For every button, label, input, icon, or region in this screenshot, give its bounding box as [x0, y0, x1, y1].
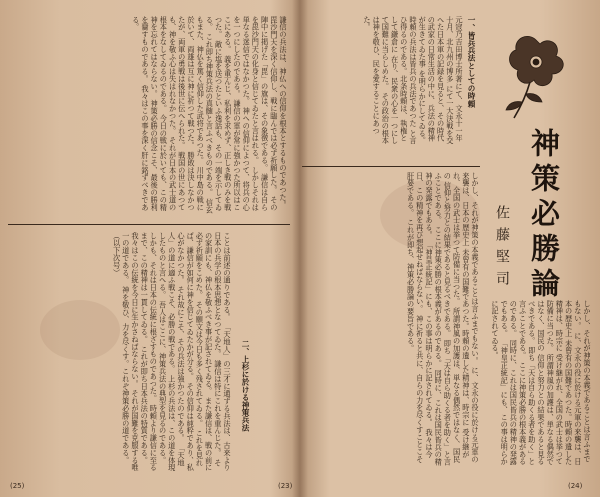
text-column: 謙信の兵法は、神仏への信仰を根本とするものであつた。: [279, 16, 288, 209]
text-column: しかも、それは日本の伝統に根ざすものであつた。: [149, 232, 159, 403]
text-column: に、文永の役に於ける元軍の来襲は、日本の歴史上: [564, 300, 583, 466]
article-author: 佐藤堅司: [494, 205, 510, 293]
text-column: 神を敬ひ、力を尽くす。これぞ神策必勝の道である。: [121, 286, 131, 464]
text-column: 今日の戦に於いても、この精神を忘れてはならない。: [150, 16, 169, 211]
text-column: 「神皇正統記」にも、この事は明らかに記されてゐる。: [490, 300, 510, 466]
text-column: それが日本の武士道の根本をなしてゐるのである。: [159, 16, 178, 211]
page-number-middle: (23): [278, 482, 293, 490]
text-column: また謙信は、戦の前に必ず祈願をこめた。: [195, 232, 214, 472]
text-column: 受け継がれ、全国の武士は挙つて防備に当つた。: [452, 172, 471, 459]
flower-ornament-icon: [500, 30, 572, 122]
text-column: 未曾有の国難であつた。時頼の遺した精神は、時宗に: [461, 248, 471, 427]
text-column: 我々は今日、この精神を再び想起せねばならない。: [415, 172, 434, 459]
text-column: 神策必勝の信念こそ、最後の勝利を齎すものである。: [140, 16, 160, 211]
book-gutter: [292, 0, 308, 497]
text-column: 受け継がれ、全国の武士は挙つて防備に当つた。: [546, 300, 565, 466]
text-column: ここに神策必勝の根本義があるのである。: [434, 226, 444, 367]
section-rule: [8, 224, 290, 225]
page-number-right: (24): [568, 482, 583, 490]
article-title: 神策必勝論: [527, 128, 561, 303]
text-column: 毘沙門天を深く信仰し、戦に臨んでは必ず祈願した。: [269, 16, 279, 194]
text-column: 在り、民衆の心を一つにして国難に当らしめた。: [381, 16, 400, 145]
text-column: その政治の根本は神を敬ひ、民を愛することにあつた。: [362, 16, 391, 145]
text-column: 謙信は自らを毘沙門天の化身と信じてゐたと言はれる。: [251, 16, 270, 211]
text-column: 義を重んじ、私利を求めず、正しき戦のみを戦つた。: [214, 16, 233, 211]
text-column: 即ち「天は自ら助くる者を助く」と言ふことである。: [434, 172, 453, 466]
text-column: 「天地人」の道に適ふ戦こそ、必勝の戦である。: [167, 232, 186, 467]
text-column: その陣中に掲げた「毘」の旗は、その象徴である。: [260, 16, 279, 211]
text-column: 信仰と努力との結果であると見るべきである。: [443, 181, 453, 338]
text-column: その信仰は純粋であり、私心がなかつた。: [176, 232, 196, 472]
text-column: 戦国の世にあつても、神を敬ふ心は失はれなかつた。: [168, 16, 187, 211]
text-column: ことは前述の通りである。: [223, 232, 232, 321]
text-column: 敵に塩を送つたといふ逸話も、その一端を示してゐる。: [205, 16, 224, 211]
section-1-heading: 一、皆兵兵法としての時頼: [467, 16, 476, 108]
text-column: 同時に、これは国民皆兵の精神の発露でもある。: [500, 300, 519, 466]
text-column: しかし、それが神策の本義であることは言ふまでもない。: [573, 300, 592, 463]
text-column: これが即ち日本兵法の特質である。: [140, 345, 150, 464]
text-column: 勝敗は決しなかつたが、両軍の勇戦は後世に伝へられた。: [177, 16, 196, 211]
text-column: 謙信の軍が常に強かつた所以はここにある。: [223, 16, 242, 211]
text-column: にて一大決戦を交へた日本軍の記録を見ると、その時代: [436, 16, 455, 145]
text-column: しかし、それが神策の本義であることは言ふまでもない。: [471, 172, 480, 365]
text-column: 信玄もまた、神仏を篤く信仰した武将であつた。: [196, 16, 215, 214]
text-column: 我々はこの事を深く肝に銘ずべきである。: [131, 16, 150, 211]
text-column: を明らかにしてゐる。時頼の兵法は皆兵の兵法であつた: [408, 16, 428, 145]
text-column: （以下次号）: [112, 232, 122, 277]
text-column: 日本の兵学の根本思想となつてゐた。: [213, 232, 223, 358]
text-column: これが即ち、神策必勝論の要旨である。: [406, 218, 416, 353]
text-column: と言ひ得るのである。北条時頼は、執権として鎌倉に: [390, 16, 418, 145]
text-column: 神への信仰によつて、将兵の心を一つにしたのである。: [232, 16, 252, 211]
text-column: 即ち「天は自ら助くる者を助く」と言ふことである。: [518, 300, 537, 466]
text-column: 吾人はここに、神策兵法の典型を見るのである。: [158, 301, 168, 464]
right-page-bottom-text: [308, 172, 480, 467]
text-column: ここに神策必勝の根本義があるのである。: [509, 300, 528, 466]
text-column: 川中島の戦に於いて、両雄は互に神に祈つて戦つた。: [186, 16, 206, 211]
text-column: その願文は今日も多く残されてゐる。: [195, 301, 205, 427]
text-column: しかしそれは単なる迷信ではなかつた。: [242, 16, 261, 211]
left-page-bottom-text: [8, 232, 232, 472]
text-column: 未曾有の国難であつた。時頼の遺した精神は、時宗に: [555, 300, 574, 466]
text-column: 所謂神風の加護は、単なる偶然ではなく、国民の: [443, 172, 462, 464]
text-column: その家訓にも、神仏を敬ふべき事が記されてゐる。: [204, 232, 223, 467]
text-column: の武家の日常生活の中に、兵法の精神が生きてゐた事: [418, 16, 437, 142]
text-column: 我々はこの伝統を今日に生かさねばならない。: [130, 232, 140, 388]
text-column: 謙信は特にこれを重んじた。: [213, 360, 223, 457]
section-2-heading: 二、上杉に於ける神策兵法: [241, 340, 250, 432]
text-column: これ即ち神策兵法の真髄と言ふべきものである。: [205, 33, 215, 197]
right-page-top-text: [362, 16, 464, 148]
text-column: それ故にこそ、その兵法は強かつたのである。: [176, 286, 186, 442]
text-column: 時頼より謙信に至るまで、この精神は一貫してゐる。: [140, 232, 159, 472]
text-column: に、文永の役に於ける元軍の来襲は、日本の歴史上: [461, 172, 480, 464]
text-column: 神に祈ると共に、自らの力を尽くすことこそ肝要である。: [406, 172, 425, 464]
page-number-left: (25): [10, 482, 25, 490]
text-column: 「神皇正統記」にも、この事は明らかに記されてゐる。: [424, 241, 434, 427]
text-column: 信仰と努力との結果であると見るべきである。: [527, 300, 546, 466]
text-column: それが国難を克服する唯一の道である。: [121, 232, 140, 472]
right-page-edge-text: [490, 300, 592, 467]
left-page: [0, 0, 298, 497]
section-rule: [302, 166, 480, 167]
text-column: 同時に、これは国民皆兵の精神の発露でもある。: [424, 172, 444, 466]
text-column: これを見れば、謙信が如何に神を信じてゐたかが分る。: [186, 232, 205, 467]
text-column: 元寇乃吉田博士所著にて、文永十一年十月、北九州の博多: [445, 16, 464, 142]
left-page-top-text: [8, 16, 288, 218]
text-column: 上杉の兵法は、この道を体現したものと言へる。: [158, 232, 177, 472]
text-column: 所謂神風の加護は、単なる偶然ではなく、国民の: [536, 300, 556, 466]
text-column: 「天地人」の三才に通ずる兵法は、古来より: [223, 323, 232, 472]
